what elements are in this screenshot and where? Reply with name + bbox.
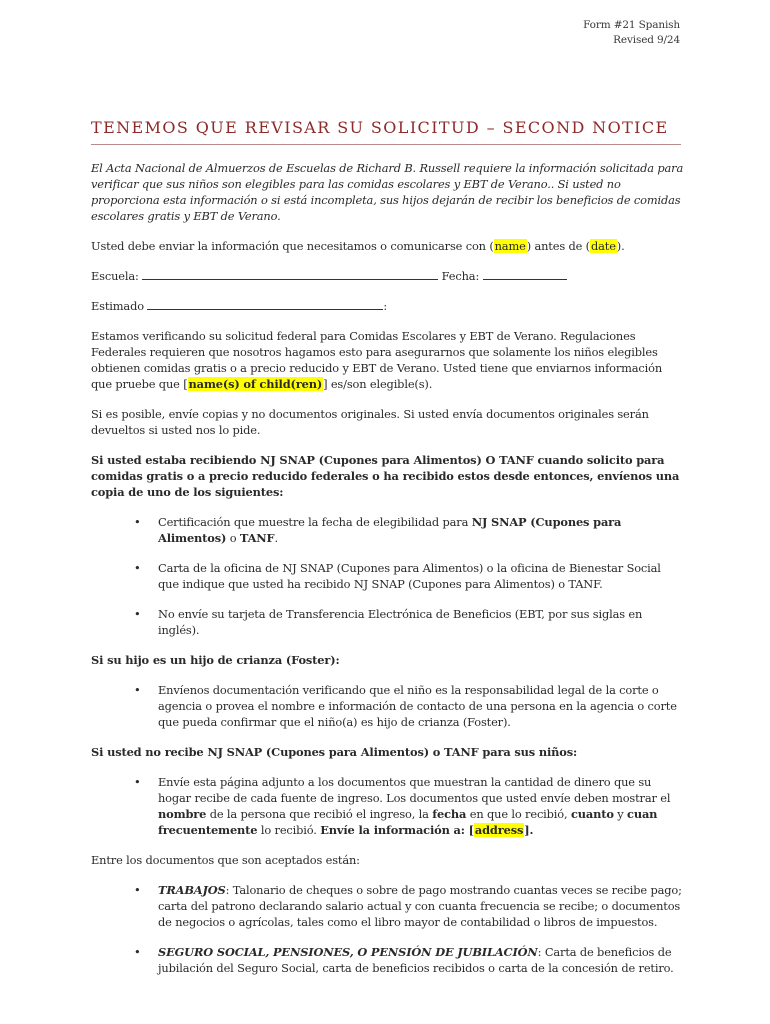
greeting-label: Estimado [91, 299, 144, 313]
list-item-text: : Carta de beneficios de jubilación del Seguro Social, carta de beneficios recibidos o carta de la concesión de retiro. [158, 945, 674, 975]
accepted-docs-intro: Entre los documentos que son aceptados están: [91, 853, 360, 867]
snap-list [91, 514, 685, 638]
verification-text-end: ] es/son elegible(s). [323, 377, 433, 391]
list-item-text: de la persona que recibió el ingreso, la [206, 807, 433, 821]
bullet-icon: • [134, 607, 141, 621]
send-info-paragraph [91, 238, 685, 254]
list-item-text: y [613, 807, 628, 821]
list-item-text: Envíenos documentación verificando que el niño es la responsabilidad legal de la corte o agencia o provea el nombre e información de contacto de una persona en la agencia o corte que pueda confirmar que el niño(a) es hijo de crianza (Foster). [158, 683, 677, 729]
date-placeholder: date [590, 239, 616, 253]
greeting-colon: : [383, 299, 388, 313]
list-item [91, 944, 685, 976]
form-header [583, 18, 680, 48]
date-label: Fecha: [441, 269, 480, 283]
list-item-text: Carta de la oficina de NJ SNAP (Cupones para Alimentos) o la oficina de Bienestar Social que indique que usted ha recibido NJ SNAP (Cupones para Alimentos) o TANF. [158, 561, 661, 591]
bullet-icon: • [134, 883, 141, 897]
foster-list [91, 682, 685, 730]
bullet-icon: • [134, 945, 141, 959]
revision-date: Revised 9/24 [613, 34, 680, 46]
bullet-icon: • [134, 775, 141, 789]
school-label: Escuela: [91, 269, 139, 283]
list-item-bold: NJ SNAP (Cupones para Alimentos) [158, 515, 622, 545]
list-item-bold: cuan frecuentemente [158, 807, 658, 837]
list-item-bold: nombre [158, 807, 207, 821]
list-item [91, 560, 685, 592]
title-divider [91, 144, 681, 145]
foster-section-heading: Si su hijo es un hijo de crianza (Foster): [91, 653, 340, 667]
list-item-text: Envíe esta página adjunto a los documentos que muestran la cantidad de dinero que su hogar recibe de cada fuente de ingreso. Los documentos que usted envíe deben mostrar el [158, 775, 671, 805]
accepted-docs-list [91, 882, 685, 976]
list-item-label: SEGURO SOCIAL, PENSIONES, O PENSIÓN DE JUBILACIÓN [158, 945, 538, 959]
bullet-icon: • [134, 515, 141, 529]
school-field[interactable] [142, 268, 438, 280]
list-item-bold: Envíe la información a: [ [320, 823, 474, 837]
list-item [91, 514, 685, 546]
recipient-field[interactable] [147, 298, 383, 310]
list-item-text: . [274, 531, 278, 545]
greeting-line [91, 298, 685, 314]
bullet-icon: • [134, 683, 141, 697]
verification-paragraph [91, 328, 685, 392]
date-field[interactable] [483, 268, 567, 280]
list-item-bold: ]. [524, 823, 534, 837]
list-item-text: No envíe su tarjeta de Transferencia Electrónica de Beneficios (EBT, por sus siglas en inglés). [158, 607, 643, 637]
list-item-bold: fecha [432, 807, 467, 821]
form-number: Form #21 Spanish [583, 19, 680, 31]
list-item-bold: TANF [239, 531, 275, 545]
list-item [91, 606, 685, 638]
list-item-text: o [226, 531, 240, 545]
children-placeholder: name(s) of child(ren) [188, 377, 323, 391]
list-item [91, 774, 685, 838]
snap-section-heading: Si usted estaba recibiendo NJ SNAP (Cupones para Alimentos) O TANF cuando solicito para comidas gratis o a precio reducido federales o ha recibido estos desde entonces, envíenos una copia de uno de los siguientes: [91, 453, 680, 499]
page-title: TENEMOS QUE REVISAR SU SOLICITUD – SECOND NOTICE [91, 118, 669, 137]
list-item [91, 882, 685, 930]
list-item-text: lo recibió. [257, 823, 321, 837]
intro-paragraph: El Acta Nacional de Almuerzos de Escuelas de Richard B. Russell requiere la información solicitada para verificar que sus niños son elegibles para las comidas escolares y EBT de Verano.. Si usted no proporciona esta información o si está incompleta, sus hijos dejarán de recibir los beneficios de comidas escolares gratis y EBT de Verano. [91, 161, 684, 223]
document-body [91, 160, 685, 990]
bullet-icon: • [134, 561, 141, 575]
list-item-text: Certificación que muestre la fecha de elegibilidad para [158, 515, 472, 529]
list-item [91, 682, 685, 730]
list-item-text: en que lo recibió, [466, 807, 571, 821]
name-placeholder: name [494, 239, 526, 253]
verification-text: Estamos verificando su solicitud federal para Comidas Escolares y EBT de Verano. Regulaciones Federales requieren que nosotros hagamos esto para asegurarnos que solamente los niños elegibles obtienen comidas gratis o a precio reducido y EBT de Verano. Usted tiene que enviarnos información que pruebe que [ [91, 329, 663, 391]
school-date-line [91, 268, 685, 284]
address-placeholder: address [474, 823, 524, 837]
income-section-heading: Si usted no recibe NJ SNAP (Cupones para Alimentos) o TANF para sus niños: [91, 745, 578, 759]
income-list [91, 774, 685, 838]
send-info-text-end: ). [616, 239, 625, 253]
send-info-text-middle: ) antes de ( [526, 239, 590, 253]
copies-note: Si es posible, envíe copias y no documentos originales. Si usted envía documentos originales serán devueltos si usted nos lo pide. [91, 407, 649, 437]
send-info-text: Usted debe enviar la información que necesitamos o comunicarse con ( [91, 239, 494, 253]
list-item-label: TRABAJOS [158, 883, 226, 897]
list-item-bold: cuanto [570, 807, 614, 821]
list-item-text: : Talonario de cheques o sobre de pago mostrando cuantas veces se recibe pago; carta del patrono declarando salario actual y con cuanta frecuencia se recibe; o documentos de negocios o agrícolas, tales como el libro mayor de contabilidad o libros de impuestos. [158, 883, 682, 929]
